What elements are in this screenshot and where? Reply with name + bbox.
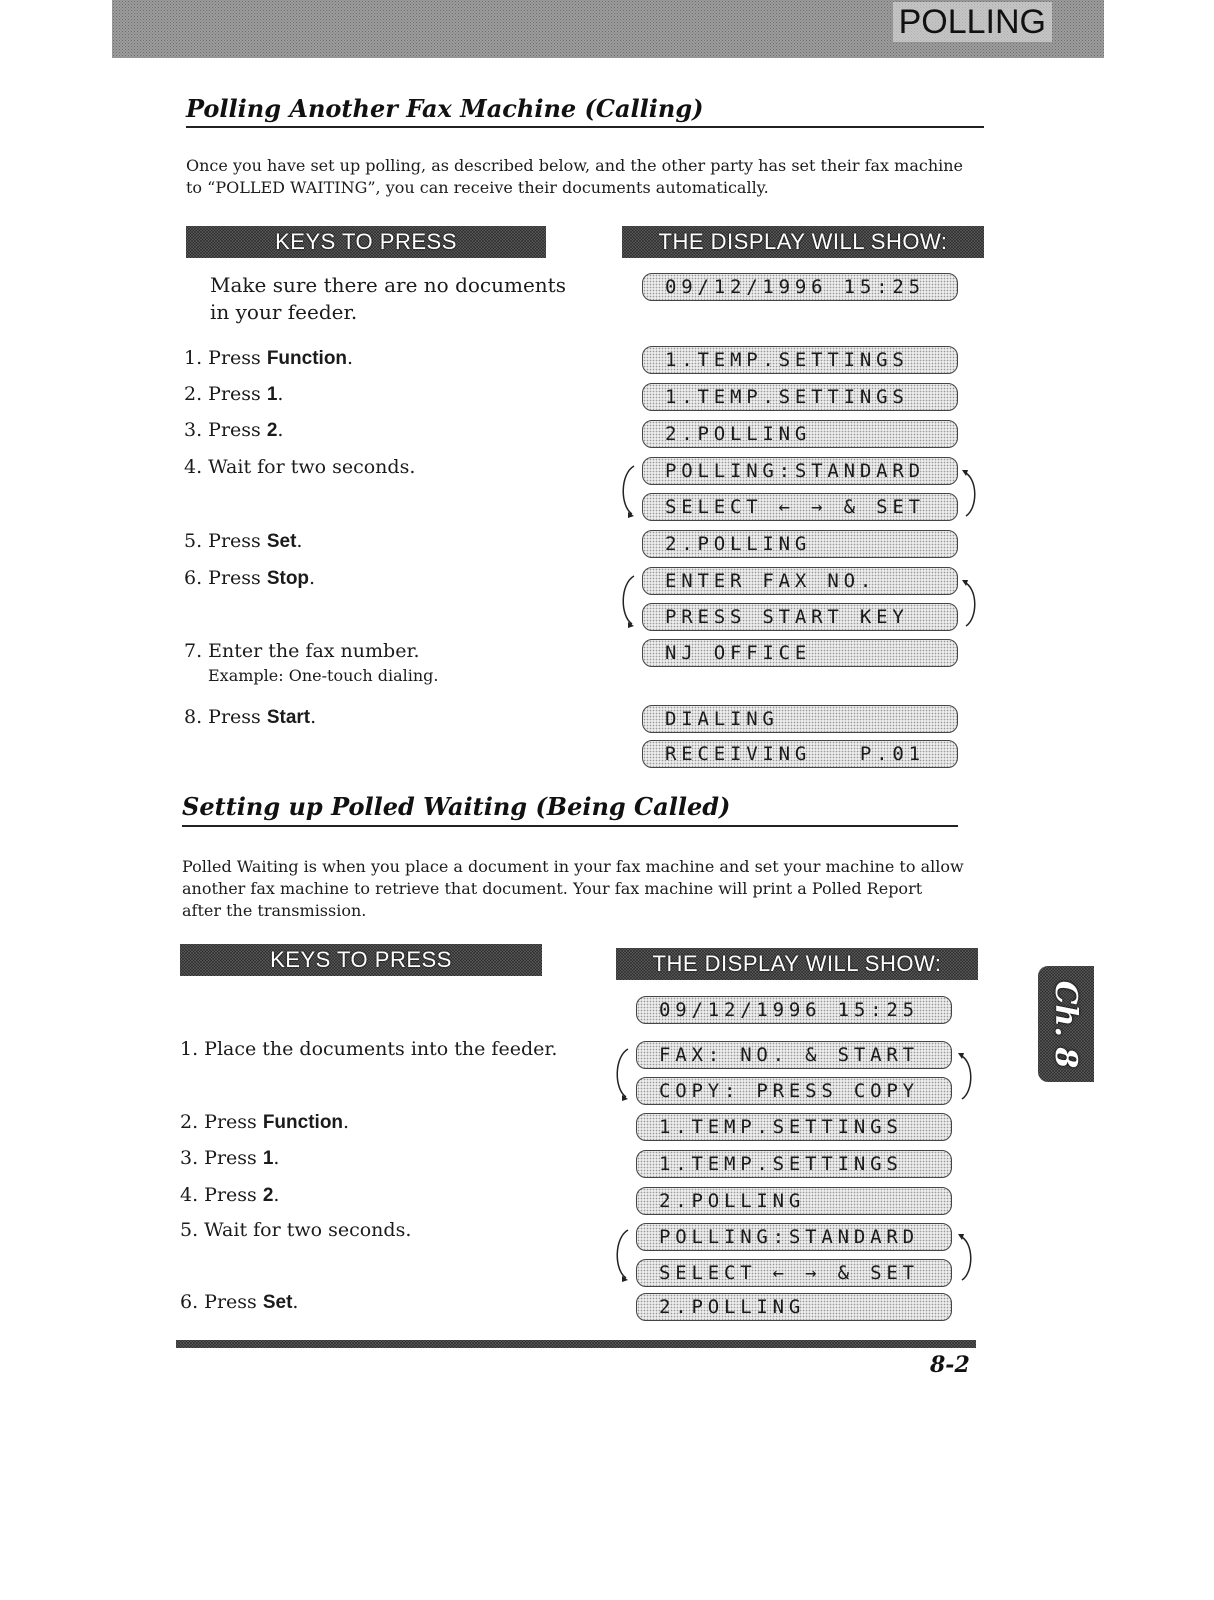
chapter-tab-label	[1038, 966, 1094, 1082]
lcd-display: 1.TEMP.SETTINGS	[642, 383, 958, 411]
step-text: .	[277, 383, 284, 405]
step-text: 2. Press	[180, 1111, 263, 1133]
step-item	[184, 705, 316, 730]
alternating-left-arrow-icon	[618, 462, 634, 522]
key-name: 1	[262, 1148, 274, 1169]
step-item	[180, 1146, 279, 1171]
lcd-display: 2.POLLING	[642, 530, 958, 558]
step-text: 3. Press	[180, 1147, 263, 1169]
key-name: Set	[266, 531, 297, 552]
step-item	[180, 1110, 349, 1135]
intro-line: after the transmission.	[182, 901, 367, 920]
alternating-left-arrow-icon	[612, 1226, 628, 1286]
precondition-note	[210, 272, 566, 326]
keys-to-press-header: KEYS TO PRESS	[186, 226, 546, 258]
key-name: 1	[266, 384, 278, 405]
step-item	[180, 1290, 298, 1315]
lcd-display: POLLING:STANDARD	[636, 1223, 952, 1251]
footer-rule	[176, 1340, 976, 1348]
alternating-left-arrow-icon	[612, 1045, 628, 1105]
intro-line: Polled Waiting is when you place a document in your fax machine and set your machine to allow	[182, 857, 964, 876]
section-rule	[182, 825, 958, 827]
step-item	[180, 1183, 279, 1208]
step-item	[184, 639, 419, 664]
step-text: 5. Wait for two seconds.	[180, 1219, 412, 1241]
display-will-show-header: THE DISPLAY WILL SHOW:	[622, 226, 984, 258]
alternating-right-arrow-icon	[956, 1226, 972, 1286]
step-text: 3. Press	[184, 419, 267, 441]
step-text: 8. Press	[184, 706, 267, 728]
lcd-display: 1.TEMP.SETTINGS	[642, 346, 958, 374]
step-text: .	[310, 706, 317, 728]
alternating-right-arrow-icon	[956, 1045, 972, 1105]
step-text: 4. Wait for two seconds.	[184, 456, 416, 478]
intro-line: another fax machine to retrieve that document. Your fax machine will print a Polled Report	[182, 879, 923, 898]
step-item	[184, 529, 302, 554]
step-item	[184, 455, 415, 480]
precondition-line: Make sure there are no documents	[210, 273, 566, 297]
step-text: 1. Place the documents into the feeder.	[180, 1038, 558, 1060]
page-number: 8-2	[930, 1352, 970, 1378]
chapter-tab-text: Ch. 8	[1048, 980, 1084, 1068]
step-item	[180, 1218, 411, 1243]
section-title-polled-waiting: Setting up Polled Waiting (Being Called)	[182, 792, 731, 821]
key-name: Stop	[266, 568, 310, 589]
step-item	[180, 1037, 557, 1062]
lcd-display: NJ OFFICE	[642, 639, 958, 667]
display-will-show-header: THE DISPLAY WILL SHOW:	[616, 948, 978, 980]
step-text: .	[296, 530, 303, 552]
page-header-title: POLLING	[893, 2, 1052, 42]
lcd-display: PRESS START KEY	[642, 603, 958, 631]
step-text: .	[273, 1147, 280, 1169]
lcd-display: 1.TEMP.SETTINGS	[636, 1150, 952, 1178]
lcd-display: FAX: NO. & START	[636, 1041, 952, 1069]
key-name: Function	[266, 348, 348, 369]
key-name: 2	[266, 420, 278, 441]
alternating-right-arrow-icon	[960, 462, 976, 522]
step-example-note: Example: One-touch dialing.	[208, 666, 439, 685]
lcd-display: 1.TEMP.SETTINGS	[636, 1113, 952, 1141]
step-item	[184, 382, 283, 407]
lcd-display: 2.POLLING	[636, 1293, 952, 1321]
step-text: .	[309, 567, 316, 589]
alternating-left-arrow-icon	[618, 572, 634, 632]
precondition-line: in your feeder.	[210, 300, 358, 324]
lcd-display: 09/12/1996 15:25	[642, 273, 958, 301]
step-text: 2. Press	[184, 383, 267, 405]
section-intro	[186, 155, 996, 199]
section-rule	[186, 126, 984, 128]
step-text: .	[292, 1291, 299, 1313]
step-text: 5. Press	[184, 530, 267, 552]
step-text: .	[273, 1184, 280, 1206]
step-text: 4. Press	[180, 1184, 263, 1206]
keys-to-press-header: KEYS TO PRESS	[180, 944, 542, 976]
alternating-right-arrow-icon	[960, 572, 976, 632]
key-name: Set	[262, 1292, 293, 1313]
lcd-display: DIALING	[642, 705, 958, 733]
lcd-display: RECEIVING P.01	[642, 740, 958, 768]
key-name: Function	[262, 1112, 344, 1133]
step-item	[184, 346, 353, 371]
step-item	[184, 566, 315, 591]
lcd-display: SELECT ← → & SET	[636, 1259, 952, 1287]
step-text: 6. Press	[184, 567, 267, 589]
step-text: .	[277, 419, 284, 441]
step-text: .	[347, 347, 354, 369]
step-text: 6. Press	[180, 1291, 263, 1313]
key-name: Start	[266, 707, 311, 728]
intro-line: Once you have set up polling, as described below, and the other party has set their fax machine	[186, 156, 964, 175]
lcd-display: 09/12/1996 15:25	[636, 996, 952, 1024]
step-item	[184, 418, 283, 443]
lcd-display: POLLING:STANDARD	[642, 457, 958, 485]
intro-line: to “POLLED WAITING”, you can receive their documents automatically.	[186, 178, 769, 197]
lcd-display: COPY: PRESS COPY	[636, 1077, 952, 1105]
lcd-display: ENTER FAX NO.	[642, 567, 958, 595]
lcd-display: SELECT ← → & SET	[642, 493, 958, 521]
step-text: .	[343, 1111, 350, 1133]
section-title-polling-calling: Polling Another Fax Machine (Calling)	[186, 94, 704, 123]
step-text: 1. Press	[184, 347, 267, 369]
step-text: 7. Enter the fax number.	[184, 640, 420, 662]
section-intro	[182, 856, 982, 922]
lcd-display: 2.POLLING	[642, 420, 958, 448]
lcd-display: 2.POLLING	[636, 1187, 952, 1215]
key-name: 2	[262, 1185, 274, 1206]
